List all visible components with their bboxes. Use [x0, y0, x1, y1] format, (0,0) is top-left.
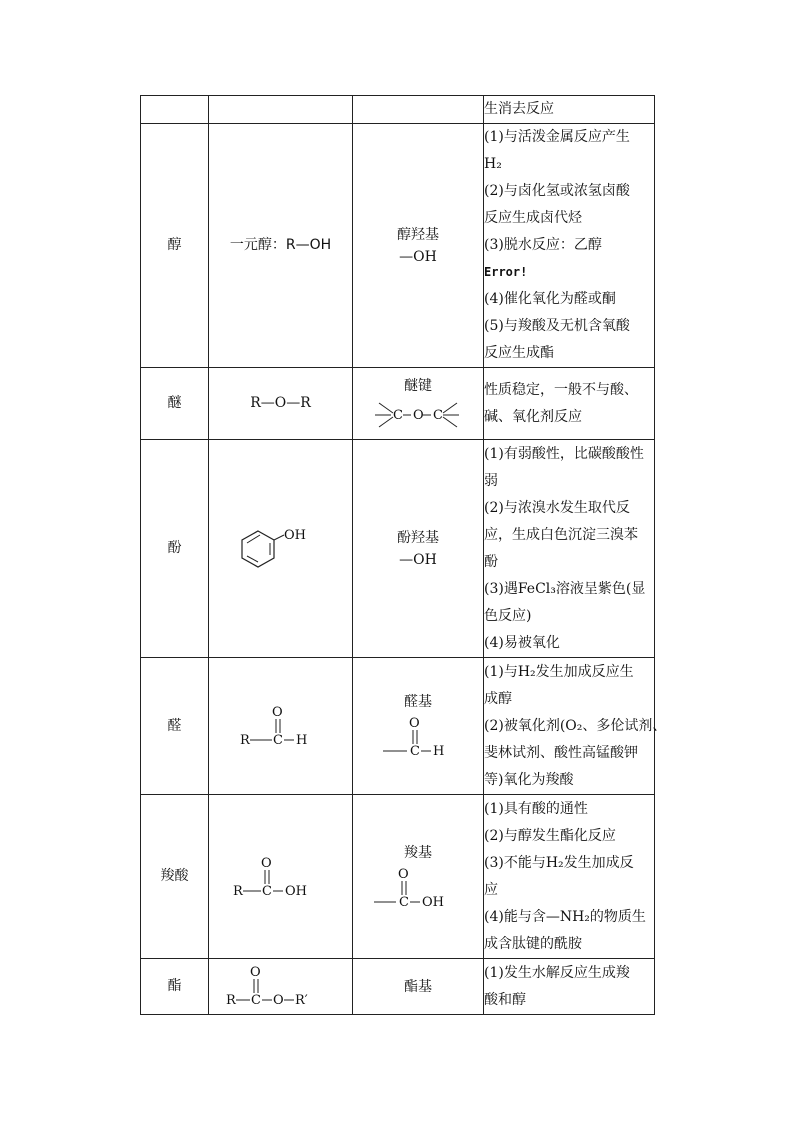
group-label: 酯基 — [404, 978, 432, 995]
table-row — [141, 124, 655, 368]
property-line: (4)能与含—NH₂的物质生 — [484, 908, 646, 925]
table-row — [141, 96, 655, 124]
carboxylic-acid-structure — [231, 853, 331, 901]
property-line: (2)与浓溴水发生取代反 — [484, 499, 630, 516]
ether-bond-structure — [373, 397, 463, 433]
group-label: 醛基 — [404, 694, 432, 710]
carbon-label: C — [399, 894, 409, 910]
property-line: (3)不能与H₂发生加成反 — [484, 854, 634, 871]
property-line: 弱 — [484, 472, 498, 489]
group-formula: —OH — [399, 551, 437, 568]
properties-cell — [484, 658, 667, 795]
property-line: (2)与卤化氢或浓氢卤酸 — [484, 183, 630, 199]
group-label: 酚羟基 — [397, 529, 439, 546]
formula-cell — [209, 795, 353, 959]
oxygen-label: O — [413, 407, 424, 423]
group-label: 醚键 — [404, 377, 432, 394]
group-label: 羧基 — [404, 844, 432, 861]
formula-cell — [209, 658, 353, 795]
r-label: R — [239, 733, 250, 748]
property-line: (5)与羧酸及无机含氧酸 — [484, 318, 630, 334]
hydrogen-label: H — [433, 744, 445, 759]
property-line: 斐林试剂、酸性高锰酸钾 — [484, 744, 638, 761]
hydroxyl-label: OH — [284, 883, 307, 899]
class-name-cell: 醇 — [141, 124, 209, 368]
oxygen-label: O — [272, 992, 284, 1008]
property-line: (1)具有酸的通性 — [484, 800, 588, 817]
property-line: 色反应) — [484, 607, 532, 624]
property-line: 成醇 — [484, 690, 512, 707]
property-line: 应，生成白色沉淀三溴苯 — [484, 526, 638, 543]
carbon-label: C — [261, 883, 272, 899]
properties-cell — [484, 440, 655, 658]
hydroxyl-label: OH — [283, 527, 306, 543]
formula-cell: 一元醇：R—OH — [209, 124, 353, 368]
oxygen-label: O — [271, 705, 283, 720]
formula-cell — [209, 959, 353, 1015]
property-line: 反应生成卤代烃 — [484, 210, 582, 226]
properties-cell — [484, 795, 655, 959]
property-line: Error! — [484, 265, 528, 279]
carbon-label: C — [433, 407, 443, 423]
table-row — [141, 959, 655, 1015]
phenol-structure — [236, 519, 326, 579]
aldehyde-group-structure — [373, 713, 463, 761]
property-line: (2)与醇发生酯化反应 — [484, 827, 616, 844]
r-prime-label: R′ — [294, 992, 308, 1008]
property-line: H₂ — [484, 156, 502, 172]
formula-cell: R—O—R — [209, 368, 353, 440]
properties-cell — [484, 959, 655, 1015]
ester-structure — [226, 964, 336, 1010]
class-name-cell: 醛 — [141, 658, 209, 795]
property-line: (3)脱水反应：乙醇 — [484, 237, 602, 253]
carboxyl-group-structure — [368, 864, 468, 912]
group-formula: —OH — [399, 248, 437, 265]
r-label: R — [225, 992, 236, 1008]
property-line: 性质稳定，一般不与酸、 — [484, 381, 638, 398]
class-name-cell: 酯 — [141, 959, 209, 1015]
class-name-cell: 酚 — [141, 440, 209, 658]
property-line: (4)催化氧化为醛或酮 — [484, 291, 616, 307]
hydroxyl-label: OH — [422, 894, 444, 910]
properties-cell — [484, 368, 655, 440]
oxygen-label: O — [249, 964, 261, 980]
table-row — [141, 440, 655, 658]
properties-cell — [484, 96, 655, 124]
property-line: 成含肽键的酰胺 — [484, 935, 582, 952]
property-line: 生消去反应 — [484, 101, 554, 117]
functional-group-table — [140, 95, 667, 1015]
group-cell — [353, 368, 484, 440]
property-line: (1)与H₂发生加成反应生 — [484, 663, 634, 680]
r-label: R — [232, 883, 243, 899]
property-line: (1)发生水解反应生成羧 — [484, 964, 630, 981]
group-cell — [353, 959, 484, 1015]
hydrogen-label: H — [295, 733, 307, 748]
group-cell — [353, 96, 484, 124]
property-line: 酚 — [484, 553, 498, 570]
carbon-label: C — [393, 407, 403, 423]
group-cell — [353, 440, 484, 658]
property-line: 碱、氧化剂反应 — [484, 408, 582, 425]
aldehyde-structure — [236, 702, 326, 750]
carbon-label: C — [272, 733, 283, 748]
formula-cell — [209, 96, 353, 124]
group-cell — [353, 658, 484, 795]
formula-cell — [209, 440, 353, 658]
oxygen-label: O — [398, 866, 409, 882]
table-row — [141, 658, 655, 795]
property-line: (1)有弱酸性，比碳酸酸性 — [484, 445, 644, 462]
property-line: 应 — [484, 881, 498, 898]
oxygen-label: O — [409, 716, 420, 731]
oxygen-label: O — [260, 855, 272, 871]
carbon-label: C — [250, 992, 261, 1008]
property-line: (2)被氧化剂(O₂、多伦试剂、 — [484, 717, 667, 734]
class-name-cell: 羧酸 — [141, 795, 209, 959]
table-row — [141, 795, 655, 959]
properties-cell — [484, 124, 655, 368]
class-name-cell: 醚 — [141, 368, 209, 440]
property-line: (4)易被氧化 — [484, 634, 560, 651]
group-label: 醇羟基 — [397, 226, 439, 243]
class-name-cell — [141, 96, 209, 124]
carbon-label: C — [410, 744, 420, 759]
group-cell — [353, 124, 484, 368]
property-line: (1)与活泼金属反应产生 — [484, 129, 630, 145]
property-line: 反应生成酯 — [484, 345, 554, 361]
property-line: 酸和醇 — [484, 991, 526, 1008]
group-cell — [353, 795, 484, 959]
table-row — [141, 368, 655, 440]
property-line: 等)氧化为羧酸 — [484, 771, 574, 788]
property-line: (3)遇FeCl₃溶液呈紫色(显 — [484, 580, 646, 597]
